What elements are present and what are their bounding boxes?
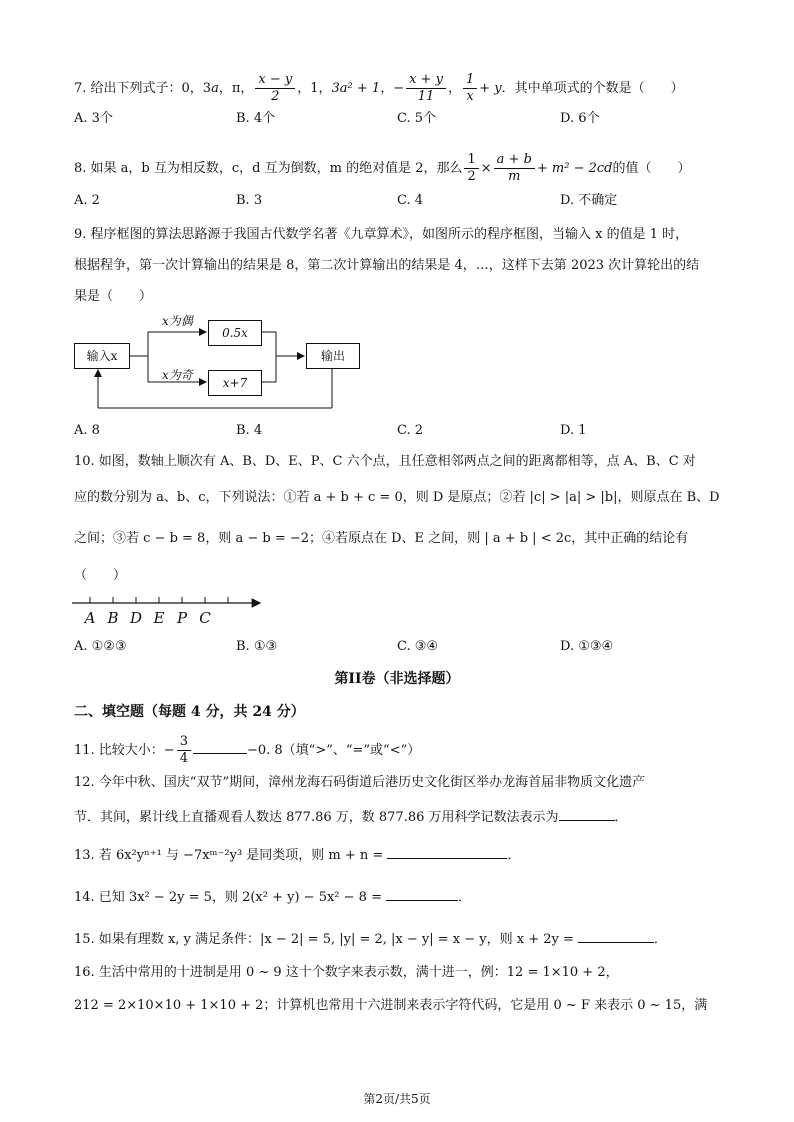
q13: 13. 若 6x²yⁿ⁺¹ 与 −7xᵐ⁻²y³ 是同类项，则 m + n = ． (74, 844, 520, 865)
q10-option-d: D. ①③④ (560, 639, 614, 654)
number-line-label-C: C (199, 609, 211, 627)
q11-answer-blank[interactable] (193, 739, 247, 754)
q9-option-a: A. 8 (74, 423, 100, 438)
q7-option-b: B. 4个 (236, 111, 276, 126)
flow-odd-op-box: x+7 (208, 370, 262, 396)
q9-line2: 根据程争，第一次计算输出的结果是 8，第二次计算输出的结果是 4，…，这样下去第 2023 次计算轮出的结 (74, 258, 700, 273)
q10-option-b: B. ①③ (236, 639, 278, 654)
page-footer: 第2页/共5页 (363, 1092, 431, 1106)
q8-option-b: B. 3 (236, 193, 263, 208)
q15-answer-blank[interactable] (578, 928, 654, 943)
q12-answer-blank[interactable] (559, 806, 615, 821)
q16-line1: 16. 生活中常用的十进制是用 0 ~ 9 这十个数字来表示数，满十进一，例：12 = 1×10 + 2， (74, 965, 619, 980)
q8-stem: 8. 如果 a，b 互为相反数，c，d 互为倒数，m 的绝对值是 2，那么 $\frac{1}{2}$ × $\frac{a + b}{m}$ + m² − 2cd的值（ ） (74, 152, 691, 184)
q8-option-a: A. 2 (74, 193, 100, 208)
q7-option-c: C. 5个 (397, 111, 437, 126)
q10-line2: 应的数分别为 a、b、c，下列说法：①若 a + b + c = 0，则 D 是原点；②若 |c| > |a| > |b|，则原点在 B、D (74, 490, 720, 505)
q10-option-a: A. ①②③ (74, 639, 127, 654)
q9-option-c: C. 2 (397, 423, 424, 438)
number-line-label-D: D (129, 609, 143, 627)
number-line-label-A: A (84, 609, 96, 627)
q10-line4: （ ） (74, 568, 127, 583)
q12-line1: 12. 今年中秋、国庆“双节”期间，漳州龙海石码街道后港历史文化街区举办龙海首届非物质文化遗产 (74, 775, 646, 790)
part2-heading: 二、填空题（每题 4 分，共 24 分） (74, 704, 305, 720)
section2-title: 第II卷（非选择题） (334, 671, 460, 687)
q10-number-line (70, 592, 270, 628)
q8-option-c: C. 4 (397, 193, 424, 208)
q7-option-a: A. 3个 (74, 111, 113, 126)
q12-line2: 节．其间，累计线上直播观看人数达 877.86 万，数 877.86 万用科学记数法表示为 ． (74, 806, 628, 827)
flow-input-box: 输入x (74, 343, 130, 369)
q15: 15. 如果有理数 x, y 满足条件：|x − 2| = 5, |y| = 2, |x − y| = x − y，则 x + 2y = ． (74, 928, 667, 949)
q9-line1: 9. 程序框图的算法思路源于我国古代数学名著《九章算术》，如图所示的程序框图，当输入 x 的值是 1 时， (74, 227, 689, 242)
number-line-label-B: B (107, 609, 119, 627)
q14: 14. 已知 3x² − 2y = 5，则 2(x² + y) − 5x² − 8 = ． (74, 886, 471, 907)
q14-answer-blank[interactable] (386, 886, 458, 901)
q9-option-d: D. 1 (560, 423, 587, 438)
q16-line2: 212 = 2×10×10 + 1×10 + 2；计算机也常用十六进制来表示字符代码，它是用 0 ~ F 来表示 0 ~ 15，满 (74, 998, 708, 1013)
q13-answer-blank[interactable] (387, 844, 507, 859)
q8-option-d: D. 不确定 (560, 193, 618, 208)
q7-stem: 7. 给出下列式子：0，3a，π， $\frac{x - y}{2}$ ，1，3a² + 1，− $\frac{x + y}{11}$ ， $\frac{1}{x}$ + y．其中单项式的个数是（ ） (74, 72, 684, 104)
flow-even-op-box: 0.5x (208, 320, 262, 346)
q10-line1: 10. 如图，数轴上顺次有 A、B、D、E、P、C 六个点，且任意相邻两点之间的距离都相等，点 A、B、C 对 (74, 454, 696, 469)
q11: 11. 比较大小：− $\frac{3}{4}$ −0. 8（填“>”、“=”或“<”） (74, 734, 421, 766)
flow-odd-label: x为奇 (162, 368, 193, 382)
number-line-label-P: P (176, 609, 188, 627)
flow-even-label: x为偶 (162, 314, 193, 328)
flow-output-box: 输出 (306, 343, 360, 369)
q9-option-b: B. 4 (236, 423, 263, 438)
q10-line3: 之间；③若 c − b = 8，则 a − b = −2；④若原点在 D、E 之间，则 | a + b | < 2c，其中正确的结论有 (74, 531, 689, 546)
number-line-label-E: E (153, 609, 165, 627)
q9-line3: 果是（ ） (74, 289, 153, 304)
q7-option-d: D. 6个 (560, 111, 600, 126)
q10-option-c: C. ③④ (397, 639, 439, 654)
